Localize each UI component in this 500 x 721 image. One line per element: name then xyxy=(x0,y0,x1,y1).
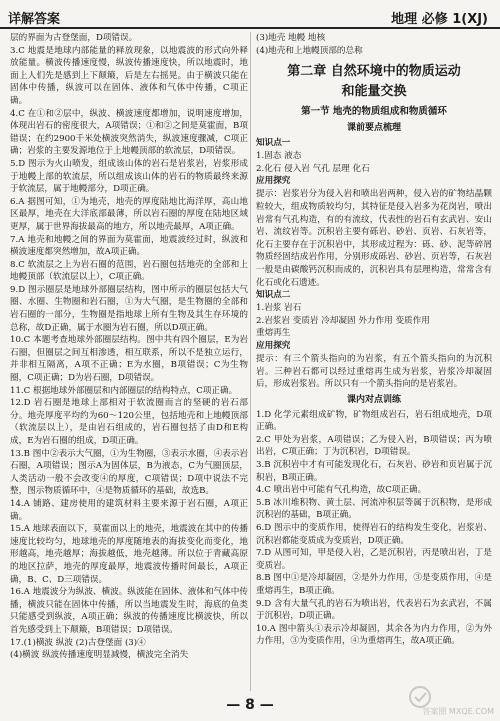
answer-paragraph: 14.A 铺路、建房使用的建筑材料主要来源于岩石圈，A项正确。 xyxy=(10,498,248,522)
answer-paragraph: 8.C 软流层之上为岩石圈的范围，岩石圈包括地壳的全部和上地幔顶部（软流层以上），C项正确。 xyxy=(10,259,248,283)
knowledge-point-one-heading: 知识点一 xyxy=(256,138,291,149)
watermark-text: 答案圈 MXQE.COM xyxy=(422,707,494,716)
answer-paragraph: 9.D 图示圈层是地球外部圈层结构，图中所示的圈层包括大气圈、水圈、生物圈和岩石圈，①为大气圈，是生物圈的全部和岩石圈的一部分，生物圈是指地球上所有生物及其生存环境的总称，故D正确，属于水圈为岩石圈，所以D项正确。 xyxy=(10,284,248,333)
knowledge-item: 2.化石 侵入岩 气孔 层理 化石 xyxy=(256,163,370,174)
answer-paragraph: 11.C 根据地球外部圈层和内部圈层的结构特点，C项正确。 xyxy=(10,385,238,396)
practice-item: 7.D 从图可知，甲是侵入岩，乙是沉积岩，丙是喷出岩，丁是变质岩。 xyxy=(256,548,492,571)
knowledge-item: 2.岩浆岩 变质岩 冷却凝固 外力作用 变质作用 xyxy=(256,315,430,326)
apply-explore-heading: 应用探究 xyxy=(256,176,291,187)
knowledge-item: 1.固态 液态 xyxy=(256,151,302,162)
answer-paragraph: 6.A 据图可知，①为地壳，地壳的厚度陆地比海洋厚，高山地区最厚，地壳在大洋底部最薄，所以岩石圈的厚度在陆地区域更厚，属于世界海拔最高的地方，所以地壳最厚，A项正确。 xyxy=(10,196,248,232)
answer-paragraph: 16.A 地震波分为纵波、横波。纵波能在固体、液体和气体中传播，横波只能在固体中传播，所以当地震发生时，海底的鱼类只能感受到纵波，A项正确；纵波的传播速度比横波快，所以首先感受到上下颠簸，B项错误；D项错误。 xyxy=(10,587,248,635)
pre-class-heading: 课前要点梳理 xyxy=(346,123,401,134)
section-title: 第一节 地壳的物质组成和物质循环 xyxy=(301,106,447,118)
chapter-title: 第二章 自然环境中的物质运动 xyxy=(287,64,461,80)
answer-paragraph: (4)地壳和上地幔顶部的总称 xyxy=(256,45,363,56)
practice-item: 6.D 图示中的变质作用，使得岩石的结构发生变化，岩浆岩、沉积岩都能变质成为变质岩，D项正确。 xyxy=(256,523,492,546)
chapter-subtitle: 和能量交换 xyxy=(341,84,407,100)
practice-item: 9.D 含有大量气孔的岩石为喷出岩，代表岩石为玄武岩，不属于沉积岩，D项正确。 xyxy=(256,598,492,622)
practice-item: 8.B 图中①是冷却凝固，②是外力作用，③是变质作用，④是重熔再生，B项正确。 xyxy=(256,573,492,596)
knowledge-item: 1.岩浆 岩石 xyxy=(256,303,302,314)
knowledge-point-two-heading: 知识点二 xyxy=(256,290,291,301)
answer-paragraph: 17.(1)横波 纵波 (2)古登堡面 (3)④ xyxy=(10,637,146,648)
answer-paragraph: (4)横波 纵波传播速度明显减慢，横波完全消失 xyxy=(10,650,189,661)
answer-paragraph: 13.B 图中②表示大气圈，①为生物圈，③表示水圈，④表示岩石圈，A项错误；图示A为固体层，B为液态，C为气圈顶层，人类活动一般不会改变④的厚度，C项错误；D项中说法不完整，图示物质循环中，④是物质循环的基础，故选B。 xyxy=(10,448,248,497)
answer-paragraph: (3)地壳 地幔 地核 xyxy=(256,33,326,43)
right-column xyxy=(256,32,492,691)
left-column xyxy=(10,32,248,691)
practice-item: 1.D 化学元素组成矿物，矿物组成岩石，岩石组成地壳，D项正确。 xyxy=(256,409,492,433)
practice-item: 10.A 图中箭头①表示冷却凝固，其余各为内力作用，②为外力作用，③为变质作用，④为重熔再生，故A项正确。 xyxy=(256,623,492,647)
answer-paragraph: 7.A 地壳和地幔之间的界面为莫霍面，地震波经过时，纵波和横波速度都突然增加，故A项正确。 xyxy=(10,234,248,258)
apply-explore-text: 提示：岩浆岩分为侵入岩和喷出岩两种，侵入岩的矿物结晶颗粒较大，组成物质较均匀，其特征是侵入岩多为花岗岩，喷出岩常有气孔构造，有的有流纹，代表性的岩石有玄武岩、安山岩、流纹岩等。沉积岩主要有砾岩、砂岩、页岩、石灰岩等，化石主要存在于沉积岩中，其形成过程为：砾、砂、泥等碎屑物质经固结成岩作用，分别形成砾岩、砂岩、页岩等，石灰岩一般是由碳酸钙沉积而成的，沉积岩具有层理构造，常常含有化石或化石遗迹。 xyxy=(256,189,492,288)
knowledge-item: 重熔再生 xyxy=(256,328,291,339)
practice-item: 2.C 甲处为岩浆，A项错误；乙为侵入岩，B项错误；丙为喷出岩，C项正确；丁为沉积岩，D项错误。 xyxy=(256,434,492,458)
apply-explore-text: 提示：有三个箭头指向的为岩浆，有五个箭头指向的为沉积岩。三种岩石都可以经过重熔再生成为岩浆，岩浆冷却凝固后，形成岩浆岩。所以只有一个箭头指向的是岩浆岩。 xyxy=(256,353,492,390)
answer-paragraph: 4.C 在①和②层中，纵波、横波速度都增加，说明速度增加，体现出岩石的密度很大，A项错误；①和②之间是莫霍面，B项错误；在约2900千米处横波突然消失，纵波速度骤减，C项正确；岩浆的主要发源地位于上地幔顶部的软流层，D项错误。 xyxy=(10,108,248,157)
practice-item: 4.C 喷出岩中可能有气孔构造，故C项正确。 xyxy=(256,485,427,496)
answer-paragraph: 15.A 地球表面以下，莫霍面以上的地壳，地震波在其中的传播速度比较均匀，地球地壳的厚度随地表的海拔变化而变化，地形越高，地壳越厚；海拔越低，地壳越薄。所以位于青藏高原的地区拉萨，地壳的厚度最厚，地震波传播时间最长，A项正确，B、C、D三项错误。 xyxy=(10,524,248,585)
header-book-title: 详解答案 xyxy=(8,12,61,27)
answer-paragraph: 5.D 图示为火山喷发，组成该山体的岩石是岩浆岩，岩浆形成于地幔上部的软流层，所以组成该山体的岩石的物质最终来源于软流层，属于地幔部分，D项正确。 xyxy=(10,158,248,195)
answer-paragraph: 12.D 岩石圈是地球上部相对于软流圈而言的坚硬的岩石部分。地壳厚度平均约为60～120公里，包括地壳和上地幔顶部（软流层以上），是由岩石组成的，岩石圈包括了由D和E构成，E为岩石圈的组成，D项正确。 xyxy=(10,398,248,446)
practice-heading: 课内对点训练 xyxy=(346,394,401,405)
practice-item: 3.B 沉积岩中才有可能发现化石，石灰岩、砂岩和页岩属于沉积岩，B项正确。 xyxy=(256,460,492,483)
page-header xyxy=(0,0,500,30)
practice-item: 5.B 冰川堆积物、黄土层、河流冲积层等属于沉积物，是形成沉积岩的基础，B项正确。 xyxy=(256,497,492,521)
column-divider xyxy=(250,32,251,691)
header-rule xyxy=(0,27,500,29)
answer-paragraph: 层的界面为古登堡面，D项错误。 xyxy=(10,33,138,43)
apply-explore-heading: 应用探究 xyxy=(256,340,291,351)
watermark-logo xyxy=(406,683,496,717)
answer-paragraph: 3.C 地震是地球内部能量的释放现象，以地震波的形式向外释放能量。横波传播速度慢，纵波传播速度快，所以地震时，地面上人们先是感到上下颠簸，后是左右摇晃。由于横波只能在固体中传播，纵波可以在固体、液体和气体中传播，C项正确。 xyxy=(10,45,248,106)
page-number: — 8 — xyxy=(226,697,274,713)
header-subject-title: 地理 必修 1(XJ) xyxy=(391,12,488,27)
answer-paragraph: 10.C 本题考查地球外部圈层结构。图中共有四个圈层，E为岩石圈，但圈层之间互相渗透，相互联系，所以不是独立运行，并非相互隔离，A项不正确；E为水圈，B项错误；C为生物圈，C项正确；D为岩石圈，D项错误。 xyxy=(10,335,248,384)
